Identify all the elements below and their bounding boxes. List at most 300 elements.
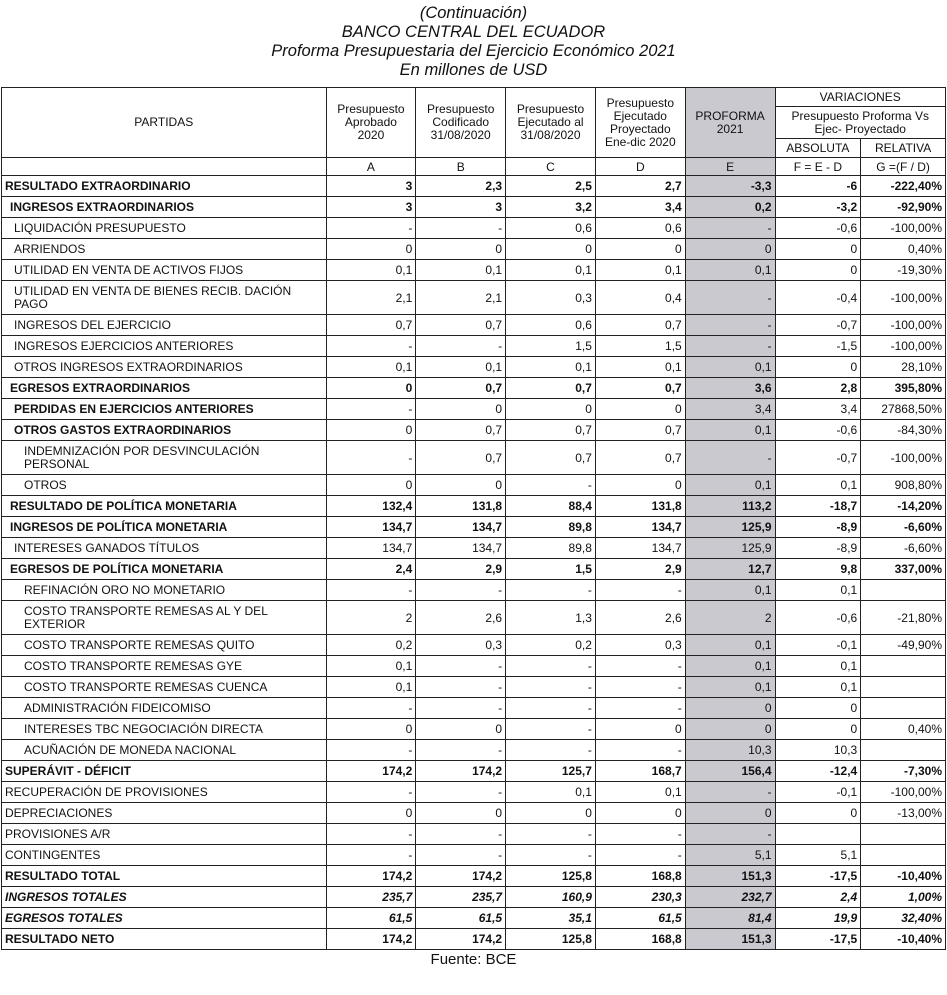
cell-g: 27868,50% bbox=[861, 399, 946, 420]
header-variaciones-sub-line: Presupuesto Proforma Vs bbox=[791, 108, 929, 123]
cell-b: 3 bbox=[416, 197, 506, 218]
cell-f: 0,1 bbox=[775, 475, 861, 496]
cell-b: - bbox=[416, 677, 506, 698]
table-row bbox=[2, 218, 946, 239]
letters-empty-cell bbox=[2, 158, 327, 176]
table-row bbox=[2, 420, 946, 441]
cell-g bbox=[861, 740, 946, 761]
cell-a: - bbox=[326, 218, 416, 239]
header-col-b bbox=[416, 88, 506, 158]
table-row bbox=[2, 719, 946, 740]
table-row bbox=[2, 260, 946, 281]
header-variaciones: VARIACIONES bbox=[775, 88, 946, 107]
table-row bbox=[2, 887, 946, 908]
table-row bbox=[2, 378, 946, 399]
cell-a: 174,2 bbox=[326, 866, 416, 887]
cell-e: 2 bbox=[685, 601, 775, 635]
header-col-a-line: 2020 bbox=[357, 128, 385, 142]
cell-g: -13,00% bbox=[861, 803, 946, 824]
cell-e: 0,1 bbox=[685, 580, 775, 601]
letter-e: E bbox=[685, 158, 775, 176]
cell-a: - bbox=[326, 441, 416, 475]
table-row bbox=[2, 845, 946, 866]
cell-b: 0 bbox=[416, 475, 506, 496]
cell-b: 0,7 bbox=[416, 420, 506, 441]
cell-f: -0,6 bbox=[775, 601, 861, 635]
cell-e: 0,1 bbox=[685, 635, 775, 656]
cell-c: - bbox=[506, 656, 596, 677]
cell-d: - bbox=[595, 824, 685, 845]
cell-f: 0 bbox=[775, 719, 861, 740]
cell-f: 0 bbox=[775, 260, 861, 281]
cell-d: 134,7 bbox=[595, 517, 685, 538]
table-row bbox=[2, 441, 946, 475]
cell-a: 235,7 bbox=[326, 887, 416, 908]
cell-d: 0,6 bbox=[595, 218, 685, 239]
letter-f: F = E - D bbox=[775, 158, 861, 176]
cell-e: 125,9 bbox=[685, 517, 775, 538]
cell-c: 0,1 bbox=[506, 357, 596, 378]
table-row bbox=[2, 239, 946, 260]
cell-e: 10,3 bbox=[685, 740, 775, 761]
cell-a: - bbox=[326, 782, 416, 803]
cell-a: - bbox=[326, 740, 416, 761]
cell-f: -8,9 bbox=[775, 538, 861, 559]
cell-f: 9,8 bbox=[775, 559, 861, 580]
cell-f: -0,1 bbox=[775, 635, 861, 656]
cell-f: 3,4 bbox=[775, 399, 861, 420]
cell-b: 174,2 bbox=[416, 929, 506, 950]
cell-c: - bbox=[506, 740, 596, 761]
cell-g: 1,00% bbox=[861, 887, 946, 908]
cell-b: 131,8 bbox=[416, 496, 506, 517]
cell-a: 0 bbox=[326, 239, 416, 260]
cell-g bbox=[861, 677, 946, 698]
cell-f: -3,2 bbox=[775, 197, 861, 218]
cell-f: 2,8 bbox=[775, 378, 861, 399]
cell-c: 3,2 bbox=[506, 197, 596, 218]
cell-g: -100,00% bbox=[861, 441, 946, 475]
cell-f: 0,1 bbox=[775, 677, 861, 698]
header-col-d-line: Ene-dic 2020 bbox=[604, 134, 676, 149]
row-label: DEPRECIACIONES bbox=[2, 803, 327, 824]
row-label: PROVISIONES A/R bbox=[2, 824, 327, 845]
cell-b: 174,2 bbox=[416, 866, 506, 887]
cell-c: 125,8 bbox=[506, 866, 596, 887]
header-col-e-line: 2021 bbox=[716, 121, 744, 136]
source-note: Fuente: BCE bbox=[430, 951, 517, 968]
letter-g: G =(F / D) bbox=[861, 158, 946, 176]
cell-g bbox=[861, 656, 946, 677]
header-col-e bbox=[685, 88, 775, 158]
cell-c: 89,8 bbox=[506, 538, 596, 559]
header-col-b-line: Presupuesto bbox=[427, 102, 495, 116]
cell-e: 156,4 bbox=[685, 761, 775, 782]
row-label: INGRESOS TOTALES bbox=[2, 887, 327, 908]
cell-b: 0 bbox=[416, 719, 506, 740]
cell-g: -21,80% bbox=[861, 601, 946, 635]
cell-a: 0,1 bbox=[326, 677, 416, 698]
cell-e: 125,9 bbox=[685, 538, 775, 559]
header-absoluta: ABSOLUTA bbox=[775, 139, 861, 158]
cell-g: -100,00% bbox=[861, 281, 946, 315]
cell-f: 5,1 bbox=[775, 845, 861, 866]
cell-a: 2,1 bbox=[326, 281, 416, 315]
cell-b: 2,1 bbox=[416, 281, 506, 315]
cell-g bbox=[861, 580, 946, 601]
table-row bbox=[2, 559, 946, 580]
cell-c: - bbox=[506, 845, 596, 866]
cell-a: 0 bbox=[326, 420, 416, 441]
cell-e: 81,4 bbox=[685, 908, 775, 929]
row-label: INGRESOS EJERCICIOS ANTERIORES bbox=[2, 336, 327, 357]
cell-g: -222,40% bbox=[861, 176, 946, 197]
table-row bbox=[2, 197, 946, 218]
table-body bbox=[2, 176, 946, 950]
cell-b: - bbox=[416, 336, 506, 357]
header-letters-row bbox=[2, 158, 946, 176]
cell-e: - bbox=[685, 281, 775, 315]
cell-c: 0,6 bbox=[506, 218, 596, 239]
cell-a: 134,7 bbox=[326, 517, 416, 538]
cell-b: 0,1 bbox=[416, 260, 506, 281]
cell-a: 0,1 bbox=[326, 260, 416, 281]
cell-f: -8,9 bbox=[775, 517, 861, 538]
header-row-1 bbox=[2, 88, 946, 107]
cell-b: 0,7 bbox=[416, 378, 506, 399]
cell-d: 2,9 bbox=[595, 559, 685, 580]
cell-a: 61,5 bbox=[326, 908, 416, 929]
cell-e: - bbox=[685, 441, 775, 475]
cell-b: 61,5 bbox=[416, 908, 506, 929]
cell-d: 0,7 bbox=[595, 420, 685, 441]
cell-c: 125,7 bbox=[506, 761, 596, 782]
cell-d: 0,7 bbox=[595, 441, 685, 475]
cell-a: 174,2 bbox=[326, 929, 416, 950]
cell-f bbox=[775, 824, 861, 845]
cell-e: 5,1 bbox=[685, 845, 775, 866]
letter-a: A bbox=[326, 158, 416, 176]
cell-c: 0,2 bbox=[506, 635, 596, 656]
cell-e: 3,6 bbox=[685, 378, 775, 399]
cell-g: 337,00% bbox=[861, 559, 946, 580]
cell-d: - bbox=[595, 580, 685, 601]
cell-a: 0 bbox=[326, 719, 416, 740]
cell-f: -17,5 bbox=[775, 866, 861, 887]
cell-b: 2,6 bbox=[416, 601, 506, 635]
cell-f: 10,3 bbox=[775, 740, 861, 761]
row-label: INTERESES TBC NEGOCIACIÓN DIRECTA bbox=[2, 719, 327, 740]
row-label: COSTO TRANSPORTE REMESAS AL Y DEL EXTERIOR bbox=[2, 601, 327, 635]
document-title-block bbox=[0, 0, 947, 87]
table-row bbox=[2, 336, 946, 357]
table-row bbox=[2, 281, 946, 315]
cell-e: - bbox=[685, 824, 775, 845]
row-label: RESULTADO EXTRAORDINARIO bbox=[2, 176, 327, 197]
cell-d: 0,7 bbox=[595, 378, 685, 399]
cell-e: 0,1 bbox=[685, 475, 775, 496]
cell-g: -84,30% bbox=[861, 420, 946, 441]
cell-g: -10,40% bbox=[861, 929, 946, 950]
table-row bbox=[2, 496, 946, 517]
cell-d: 134,7 bbox=[595, 538, 685, 559]
table-row bbox=[2, 740, 946, 761]
cell-d: 1,5 bbox=[595, 336, 685, 357]
cell-e: 0 bbox=[685, 239, 775, 260]
table-row bbox=[2, 698, 946, 719]
row-label: ARRIENDOS bbox=[2, 239, 327, 260]
header-col-d-line: Ejecutado bbox=[613, 108, 667, 123]
cell-g: -7,30% bbox=[861, 761, 946, 782]
cell-a: 0,7 bbox=[326, 315, 416, 336]
row-label: RESULTADO NETO bbox=[2, 929, 327, 950]
cell-e: - bbox=[685, 315, 775, 336]
header-col-e-line: PROFORMA bbox=[695, 108, 765, 123]
cell-d: - bbox=[595, 740, 685, 761]
cell-g bbox=[861, 698, 946, 719]
cell-a: - bbox=[326, 824, 416, 845]
cell-c: 89,8 bbox=[506, 517, 596, 538]
cell-c: - bbox=[506, 580, 596, 601]
title-units: En millones de USD bbox=[399, 61, 548, 79]
row-label: EGRESOS EXTRAORDINARIOS bbox=[2, 378, 327, 399]
table-row bbox=[2, 475, 946, 496]
table-row bbox=[2, 908, 946, 929]
cell-a: 0 bbox=[326, 475, 416, 496]
cell-a: 0,2 bbox=[326, 635, 416, 656]
row-label: UTILIDAD EN VENTA DE ACTIVOS FIJOS bbox=[2, 260, 327, 281]
cell-e: 151,3 bbox=[685, 866, 775, 887]
cell-a: 2,4 bbox=[326, 559, 416, 580]
header-col-c-line: Presupuesto bbox=[516, 102, 585, 116]
cell-g: -100,00% bbox=[861, 218, 946, 239]
cell-d: 131,8 bbox=[595, 496, 685, 517]
cell-d: 0,7 bbox=[595, 315, 685, 336]
cell-e: 12,7 bbox=[685, 559, 775, 580]
cell-b: 134,7 bbox=[416, 538, 506, 559]
table-row bbox=[2, 315, 946, 336]
cell-c: 0,1 bbox=[506, 782, 596, 803]
cell-f: 0 bbox=[775, 803, 861, 824]
row-label: COSTO TRANSPORTE REMESAS CUENCA bbox=[2, 677, 327, 698]
row-label: REFINACIÓN ORO NO MONETARIO bbox=[2, 580, 327, 601]
cell-b: - bbox=[416, 218, 506, 239]
header-col-b-line: 31/08/2020 bbox=[430, 128, 491, 142]
cell-e: 151,3 bbox=[685, 929, 775, 950]
cell-b: - bbox=[416, 698, 506, 719]
cell-c: 1,3 bbox=[506, 601, 596, 635]
letter-d: D bbox=[595, 158, 685, 176]
cell-e: 0,1 bbox=[685, 677, 775, 698]
cell-c: 125,8 bbox=[506, 929, 596, 950]
title-bank: BANCO CENTRAL DEL ECUADOR bbox=[341, 23, 606, 41]
cell-a: - bbox=[326, 845, 416, 866]
cell-g bbox=[861, 824, 946, 845]
cell-c: 1,5 bbox=[506, 559, 596, 580]
table-row bbox=[2, 601, 946, 635]
row-label: OTROS bbox=[2, 475, 327, 496]
cell-b: 2,3 bbox=[416, 176, 506, 197]
cell-e: - bbox=[685, 336, 775, 357]
cell-e: 0,1 bbox=[685, 357, 775, 378]
cell-c: - bbox=[506, 677, 596, 698]
cell-d: 0 bbox=[595, 803, 685, 824]
header-col-a-line: Aprobado bbox=[344, 115, 397, 129]
header-partidas: PARTIDAS bbox=[2, 88, 327, 158]
row-label: INGRESOS DEL EJERCICIO bbox=[2, 315, 327, 336]
cell-e: 0 bbox=[685, 698, 775, 719]
cell-c: 0 bbox=[506, 803, 596, 824]
table-row bbox=[2, 761, 946, 782]
cell-c: 2,5 bbox=[506, 176, 596, 197]
cell-e: 0,1 bbox=[685, 260, 775, 281]
cell-c: 35,1 bbox=[506, 908, 596, 929]
cell-d: 0 bbox=[595, 239, 685, 260]
cell-d: 2,6 bbox=[595, 601, 685, 635]
cell-g: -100,00% bbox=[861, 315, 946, 336]
cell-b: 0 bbox=[416, 399, 506, 420]
cell-b: 0,7 bbox=[416, 315, 506, 336]
cell-g: 0,40% bbox=[861, 719, 946, 740]
cell-e: 0 bbox=[685, 719, 775, 740]
cell-c: - bbox=[506, 475, 596, 496]
cell-d: 0 bbox=[595, 399, 685, 420]
cell-d: 0 bbox=[595, 719, 685, 740]
cell-b: - bbox=[416, 580, 506, 601]
cell-b: 0,3 bbox=[416, 635, 506, 656]
header-variaciones-sub bbox=[775, 107, 946, 139]
cell-f: -18,7 bbox=[775, 496, 861, 517]
cell-d: - bbox=[595, 677, 685, 698]
cell-b: 0,1 bbox=[416, 357, 506, 378]
row-label: INGRESOS DE POLÍTICA MONETARIA bbox=[2, 517, 327, 538]
cell-c: 0,6 bbox=[506, 315, 596, 336]
header-col-c-line: Ejecutado al bbox=[517, 115, 584, 129]
cell-f: -17,5 bbox=[775, 929, 861, 950]
cell-c: 1,5 bbox=[506, 336, 596, 357]
cell-a: 2 bbox=[326, 601, 416, 635]
table-row bbox=[2, 824, 946, 845]
table-row bbox=[2, 803, 946, 824]
budget-table bbox=[1, 87, 946, 950]
cell-f: -0,7 bbox=[775, 315, 861, 336]
cell-g: 395,80% bbox=[861, 378, 946, 399]
table-row bbox=[2, 580, 946, 601]
cell-e: 232,7 bbox=[685, 887, 775, 908]
table-row bbox=[2, 656, 946, 677]
cell-a: 0 bbox=[326, 803, 416, 824]
table-row bbox=[2, 538, 946, 559]
cell-d: 0,4 bbox=[595, 281, 685, 315]
cell-e: -3,3 bbox=[685, 176, 775, 197]
cell-e: 0,1 bbox=[685, 420, 775, 441]
row-label: EGRESOS DE POLÍTICA MONETARIA bbox=[2, 559, 327, 580]
cell-b: - bbox=[416, 782, 506, 803]
table-row bbox=[2, 357, 946, 378]
cell-c: - bbox=[506, 824, 596, 845]
table-row bbox=[2, 635, 946, 656]
cell-a: 0,1 bbox=[326, 357, 416, 378]
cell-d: 61,5 bbox=[595, 908, 685, 929]
cell-f: 0 bbox=[775, 357, 861, 378]
header-col-a-line: Presupuesto bbox=[337, 102, 405, 116]
cell-g bbox=[861, 845, 946, 866]
cell-f: -0,6 bbox=[775, 420, 861, 441]
cell-g: -14,20% bbox=[861, 496, 946, 517]
cell-f: 2,4 bbox=[775, 887, 861, 908]
cell-e: 0,1 bbox=[685, 656, 775, 677]
cell-b: - bbox=[416, 824, 506, 845]
cell-f: 19,9 bbox=[775, 908, 861, 929]
row-label: OTROS INGRESOS EXTRAORDINARIOS bbox=[2, 357, 327, 378]
table-row bbox=[2, 399, 946, 420]
cell-c: - bbox=[506, 719, 596, 740]
cell-d: 168,8 bbox=[595, 866, 685, 887]
row-label: UTILIDAD EN VENTA DE BIENES RECIB. DACIÓN PAGO bbox=[2, 281, 327, 315]
cell-e: 113,2 bbox=[685, 496, 775, 517]
cell-f: -0,7 bbox=[775, 441, 861, 475]
header-col-c-line: 31/08/2020 bbox=[520, 128, 581, 142]
row-label: CONTINGENTES bbox=[2, 845, 327, 866]
cell-f: -0,1 bbox=[775, 782, 861, 803]
cell-c: 88,4 bbox=[506, 496, 596, 517]
header-col-b-line: Codificado bbox=[432, 115, 490, 129]
cell-d: - bbox=[595, 698, 685, 719]
row-label: ADMINISTRACIÓN FIDEICOMISO bbox=[2, 698, 327, 719]
cell-c: 0,1 bbox=[506, 260, 596, 281]
cell-a: - bbox=[326, 698, 416, 719]
row-label: INTERESES GANADOS TÍTULOS bbox=[2, 538, 327, 559]
row-label: EGRESOS TOTALES bbox=[2, 908, 327, 929]
row-label: SUPERÁVIT - DÉFICIT bbox=[2, 761, 327, 782]
cell-c: - bbox=[506, 698, 596, 719]
header-col-d-line: Presupuesto bbox=[606, 95, 674, 110]
cell-a: 3 bbox=[326, 176, 416, 197]
row-label: COSTO TRANSPORTE REMESAS GYE bbox=[2, 656, 327, 677]
cell-a: 3 bbox=[326, 197, 416, 218]
cell-b: 235,7 bbox=[416, 887, 506, 908]
cell-d: 0,1 bbox=[595, 357, 685, 378]
cell-b: 134,7 bbox=[416, 517, 506, 538]
cell-g: -92,90% bbox=[861, 197, 946, 218]
cell-d: 2,7 bbox=[595, 176, 685, 197]
row-label: RECUPERACIÓN DE PROVISIONES bbox=[2, 782, 327, 803]
row-label: OTROS GASTOS EXTRAORDINARIOS bbox=[2, 420, 327, 441]
table-row bbox=[2, 929, 946, 950]
cell-c: 160,9 bbox=[506, 887, 596, 908]
cell-b: - bbox=[416, 656, 506, 677]
cell-c: 0 bbox=[506, 399, 596, 420]
cell-a: 0 bbox=[326, 378, 416, 399]
cell-e: 3,4 bbox=[685, 399, 775, 420]
cell-f: 0,1 bbox=[775, 656, 861, 677]
header-relativa: RELATIVA bbox=[861, 139, 946, 158]
cell-b: 174,2 bbox=[416, 761, 506, 782]
cell-g: 908,80% bbox=[861, 475, 946, 496]
cell-c: 0,3 bbox=[506, 281, 596, 315]
header-variaciones-sub-line: Ejec- Proyectado bbox=[814, 121, 906, 136]
cell-d: 168,8 bbox=[595, 929, 685, 950]
letter-b: B bbox=[416, 158, 506, 176]
table-row bbox=[2, 866, 946, 887]
cell-b: 0 bbox=[416, 803, 506, 824]
table-row bbox=[2, 782, 946, 803]
cell-d: 0,3 bbox=[595, 635, 685, 656]
cell-g: 28,10% bbox=[861, 357, 946, 378]
cell-f: -0,6 bbox=[775, 218, 861, 239]
header-col-c bbox=[506, 88, 596, 158]
cell-e: - bbox=[685, 782, 775, 803]
